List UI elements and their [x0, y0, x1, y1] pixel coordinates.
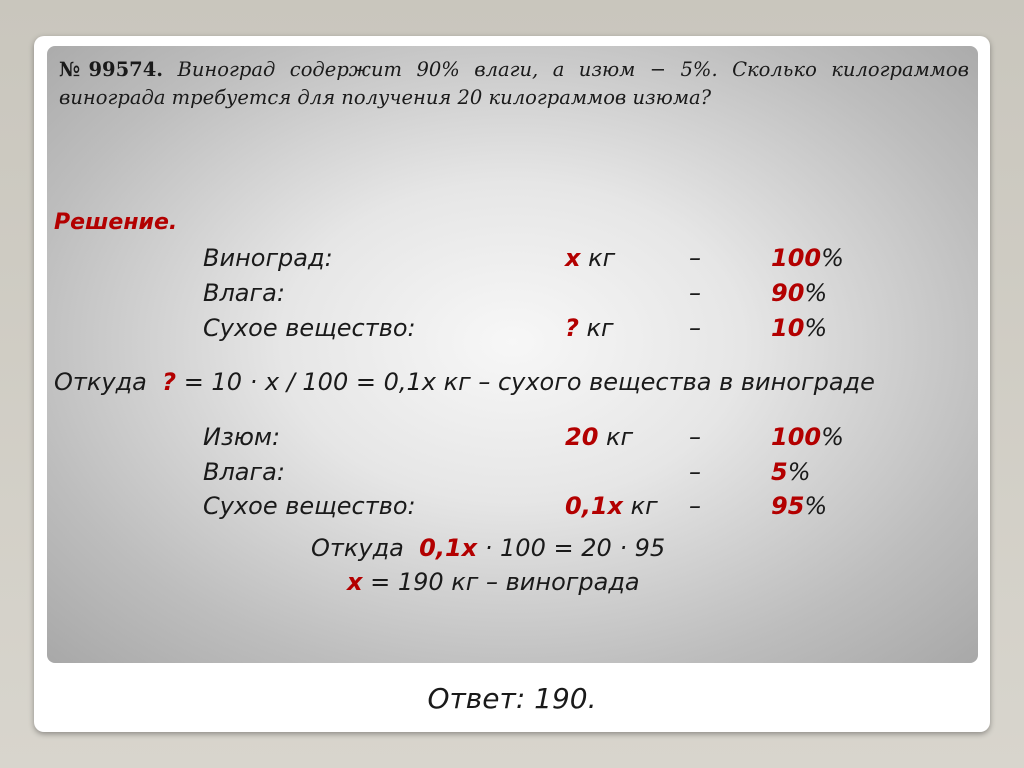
problem-number: №99574.: [59, 58, 164, 81]
t2-qty-2: 0,1х кг: [565, 492, 658, 520]
t2-pct-0: 100%: [771, 423, 844, 451]
t1-qty-2: ? кг: [565, 314, 614, 342]
t1-qty-0: х кг: [565, 244, 616, 272]
derivation-2-line-1: Откуда 0,1х · 100 = 20 · 95: [311, 534, 666, 562]
t1-dash-1: –: [689, 279, 701, 307]
derivation-1: Откуда ? = 10 · х / 100 = 0,1х кг – сухого вещества в винограде: [54, 368, 875, 396]
t2-label-2: Сухое вещество:: [203, 492, 416, 520]
problem-statement: [59, 56, 969, 112]
t1-pct-0: 100%: [771, 244, 844, 272]
derivation-2-line-2: х = 190 кг – винограда: [347, 568, 640, 596]
t2-pct-2: 95%: [771, 492, 828, 520]
t1-pct-2: 10%: [771, 314, 828, 342]
t1-dash-2: –: [689, 314, 701, 342]
t2-pct-1: 5%: [771, 458, 811, 486]
content-panel: [47, 46, 978, 663]
t2-label-0: Изюм:: [203, 423, 281, 451]
t2-dash-2: –: [689, 492, 701, 520]
t1-pct-1: 90%: [771, 279, 828, 307]
problem-text: Виноград содержит 90% влаги, а изюм − 5%. Сколько килограммов винограда требуется для получения 20 килограммов изюма?: [59, 58, 969, 109]
solution-heading: Решение.: [54, 210, 178, 235]
t1-label-0: Виноград:: [203, 244, 333, 272]
t1-label-1: Влага:: [203, 279, 285, 307]
t2-dash-1: –: [689, 458, 701, 486]
slide: [34, 36, 990, 732]
t2-label-1: Влага:: [203, 458, 285, 486]
t1-label-2: Сухое вещество:: [203, 314, 416, 342]
t1-dash-0: –: [689, 244, 701, 272]
t2-qty-0: 20 кг: [565, 423, 634, 451]
answer: Ответ: 190.: [427, 682, 597, 715]
t2-dash-0: –: [689, 423, 701, 451]
